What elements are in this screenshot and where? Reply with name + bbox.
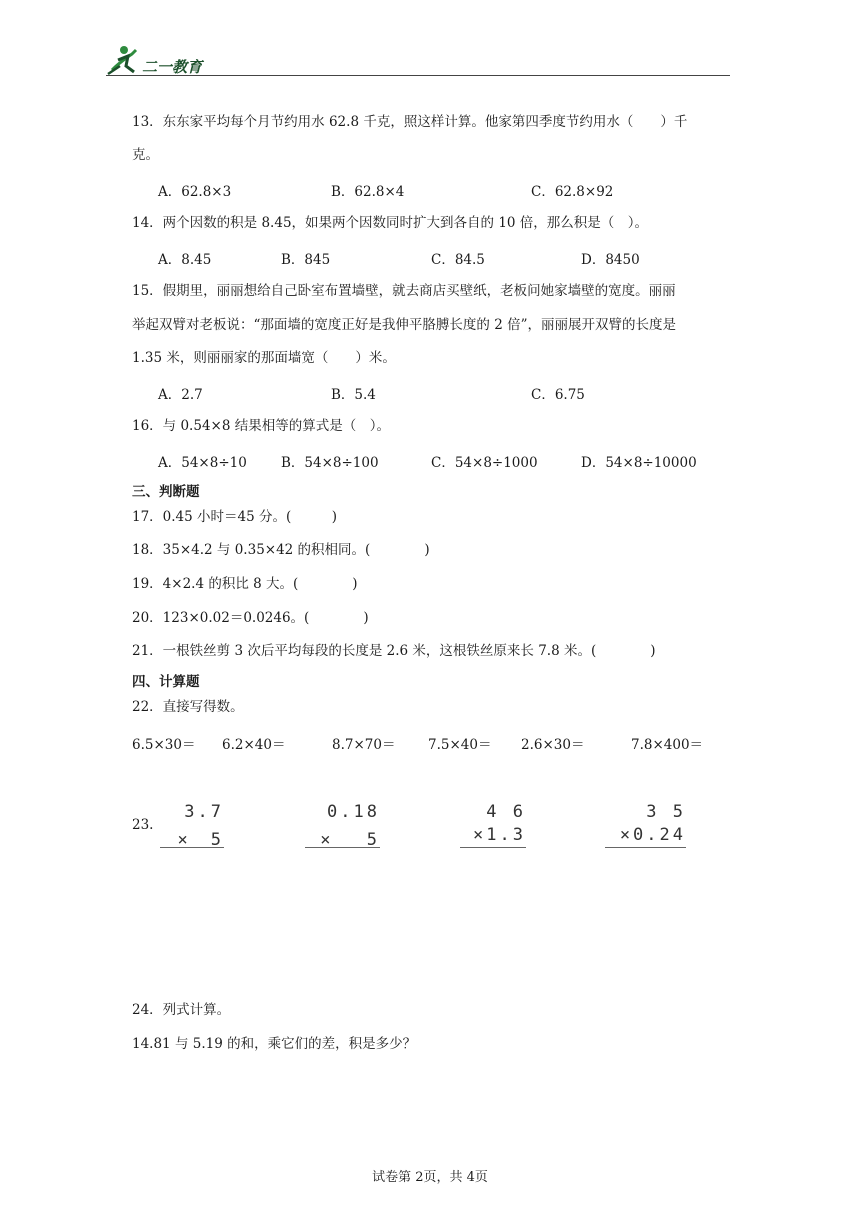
q23-problem-2-top: 0.18 xyxy=(327,802,380,822)
q14-option-a: A．8.45 xyxy=(158,252,212,268)
q14-option-c: C．84.5 xyxy=(431,252,485,268)
q16-option-b: B．54×8÷100 xyxy=(281,455,379,471)
question-17: 17．0.45 小时＝45 分。( ) xyxy=(132,509,338,525)
q23-problem-4-bottom: ×0.24 xyxy=(619,825,686,845)
q14-option-d: D．8450 xyxy=(581,252,640,268)
q15-option-c: C．6.75 xyxy=(531,387,585,403)
question-23-label: 23. xyxy=(132,817,154,833)
q23-problem-2-rule xyxy=(305,847,380,848)
logo-text: 二一教育 xyxy=(142,58,203,76)
question-13-line2: 克。 xyxy=(132,147,159,163)
section-3-heading: 三、判断题 xyxy=(132,484,200,500)
question-15-line3: 1.35 米，则丽丽家的那面墙宽（ ）米。 xyxy=(132,350,396,366)
header-logo xyxy=(106,44,236,76)
header-divider xyxy=(106,75,730,76)
q16-option-c: C．54×8÷1000 xyxy=(431,455,538,471)
question-15-line2: 举起双臂对老板说：“那面墙的宽度正好是我伸平胳膊长度的 2 倍”，丽丽展开双臂的长度是 xyxy=(132,317,676,333)
q22-item-1: 6.5×30＝ xyxy=(132,737,196,753)
q15-option-a: A．2.7 xyxy=(158,387,203,403)
question-24: 24．列式计算。 xyxy=(132,1002,231,1018)
q23-problem-3-top: 4 6 xyxy=(486,802,526,822)
q22-item-3: 8.7×70＝ xyxy=(332,737,396,753)
section-4-heading: 四、计算题 xyxy=(132,674,200,690)
q23-problem-3-rule xyxy=(460,847,526,848)
q23-problem-4-rule xyxy=(605,847,686,848)
question-18: 18．35×4.2 与 0.35×42 的积相同。( ) xyxy=(132,542,430,558)
question-20: 20．123×0.02＝0.0246。( ) xyxy=(132,610,369,626)
q22-item-5: 2.6×30＝ xyxy=(521,737,585,753)
q23-problem-2-bottom: × 5 xyxy=(320,830,380,850)
q13-option-b: B．62.8×4 xyxy=(331,184,405,200)
q23-problem-4-top: 3 5 xyxy=(646,802,686,822)
q23-problem-1-top: 3.7 xyxy=(184,802,224,822)
question-15-line1: 15．假期里，丽丽想给自己卧室布置墙壁，就去商店买壁纸，老板问她家墙壁的宽度。丽丽 xyxy=(132,283,676,299)
question-21: 21．一根铁丝剪 3 次后平均每段的长度是 2.6 米，这根铁丝原来长 7.8 米。( ) xyxy=(132,643,656,659)
q13-option-a: A．62.8×3 xyxy=(158,184,232,200)
q22-item-2: 6.2×40＝ xyxy=(222,737,286,753)
q14-option-b: B．845 xyxy=(281,252,331,268)
runner-logo-icon xyxy=(106,44,146,76)
page-footer: 试卷第 2页，共 4页 xyxy=(372,1170,488,1185)
question-13-line1: 13．东东家平均每个月节约用水 62.8 千克，照这样计算。他家第四季度节约用水（ ）千 xyxy=(132,114,688,130)
question-24-subtext: 14.81 与 5.19 的和，乘它们的差，积是多少？ xyxy=(132,1036,417,1052)
q22-item-4: 7.5×40＝ xyxy=(428,737,492,753)
q23-problem-3-bottom: ×1.3 xyxy=(473,825,526,845)
question-19: 19．4×2.4 的积比 8 大。( ) xyxy=(132,576,358,592)
question-22: 22．直接写得数。 xyxy=(132,699,244,715)
q16-option-d: D．54×8÷10000 xyxy=(581,455,697,471)
question-14: 14．两个因数的积是 8.45，如果两个因数同时扩大到各自的 10 倍，那么积是（ ）。 xyxy=(132,215,649,231)
question-16: 16．与 0.54×8 结果相等的算式是（ ）。 xyxy=(132,418,390,434)
q22-item-6: 7.8×400＝ xyxy=(631,737,704,753)
q23-problem-1-rule xyxy=(160,847,224,848)
q13-option-c: C．62.8×92 xyxy=(531,184,614,200)
q16-option-a: A．54×8÷10 xyxy=(158,455,247,471)
q15-option-b: B．5.4 xyxy=(331,387,376,403)
q23-problem-1-bottom: × 5 xyxy=(177,830,224,850)
